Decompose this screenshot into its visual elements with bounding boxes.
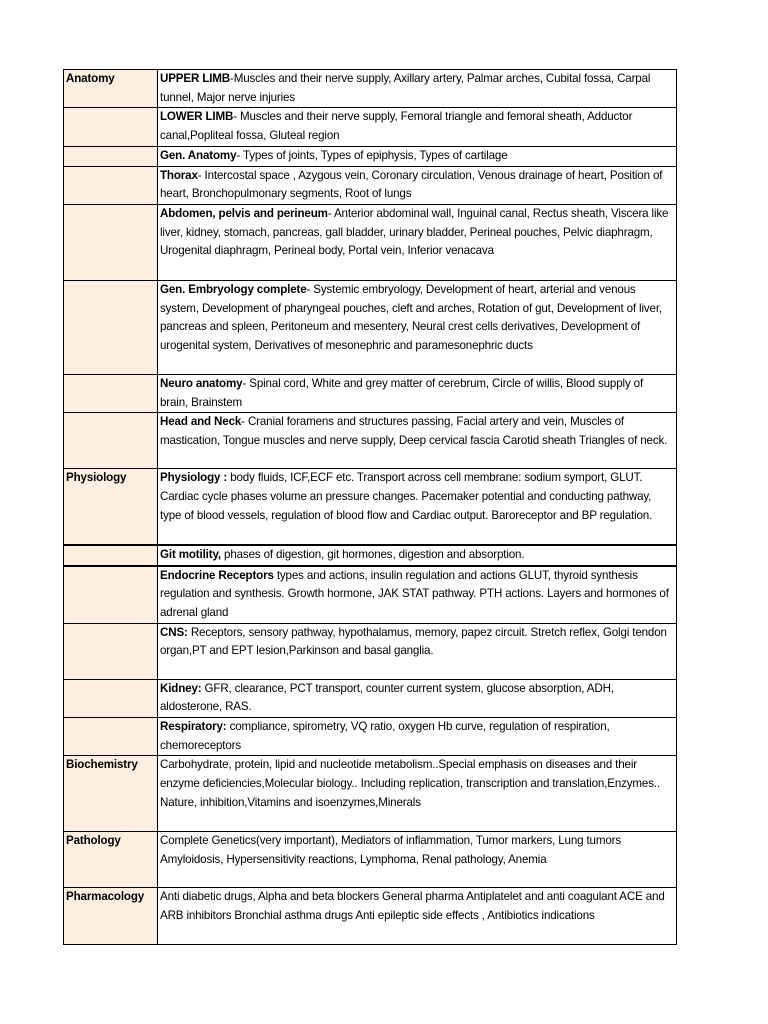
subject-cell: Physiology [64,469,158,545]
topic-heading: Head and Neck [160,415,242,429]
topic-cell [158,413,677,469]
topic-heading: Gen. Embryology complete [160,282,307,296]
table-row [64,108,677,146]
table-row [64,413,677,469]
topic-heading: Abdomen, pelvis and perineum [160,206,328,220]
topic-text: Carbohydrate, protein, lipid and nucleotide metabolism..Special emphasis on diseases and their enzyme deficiencies,Molecular biology.. Including replication, transcription and translation,Enzymes.. Nature, inhibition,Vitamins and isoenzymes,Minerals [160,758,661,809]
topic-text: - Muscles and their nerve supply, Femoral triangle and femoral sheath, Adductor canal,Popliteal fossa, Gluteal region [160,110,633,143]
table-row [64,623,677,679]
subject-cell [64,623,158,679]
topic-heading: Endocrine Receptors [160,568,274,582]
table-row [64,545,677,566]
subject-cell [64,413,158,469]
topic-text: - Types of joints, Types of epiphysis, Types of cartilage [236,148,508,162]
table-row [64,146,677,166]
table-row [64,204,677,280]
topic-cell [158,545,677,566]
topic-text: GFR, clearance, PCT transport, counter current system, glucose absorption, ADH, aldosterone, RAS. [160,681,614,714]
topic-text: - Intercostal space , Azygous vein, Coronary circulation, Venous drainage of heart, Position of heart, Bronchopulmonary segments, Root of lungs [160,168,663,201]
syllabus-table [63,69,677,945]
topic-cell [158,108,677,146]
topic-text: Complete Genetics(very important), Mediators of inflammation, Tumor markers, Lung tumors Amyloidosis, Hypersensitivity reactions, Lymphoma, Renal pathology, Anemia [160,834,622,867]
topic-cell [158,623,677,679]
subject-cell [64,566,158,624]
subject-cell [64,108,158,146]
topic-text: - Systemic embryology, Development of heart, arterial and venous system, Development of pharyngeal pouches, cleft and arches, Rotation of gut, Development of liver, pancreas and spleen, Peritoneum and mesentery, Neural crest cells derivatives, Development of urogenital system, Derivatives of mesonephric and paramesonephric ducts [160,282,663,353]
topic-text: - Anterior abdominal wall, Inguinal canal, Rectus sheath, Viscera like liver, kidney, stomach, pancreas, gall bladder, urinary bladder, Perineal pouches, Pelvic diaphragm, Urogenital diaphragm, Perineal body, Portal vein, Inferior venacava [160,206,669,258]
topic-text: body fluids, ICF,ECF etc. Transport across cell membrane: sodium symport, GLUT. Cardiac cycle phases volume an pressure changes. Pacemaker potential and conducting pathway, type of blood vessels, regulation of blood flow and Cardiac output. Baroreceptor and BP regulation. [160,471,653,522]
topic-cell [158,718,677,756]
subject-cell [64,280,158,374]
table-row [64,280,677,374]
topic-heading: Physiology : [160,471,228,485]
subject-cell [64,679,158,717]
table-row [64,756,677,832]
subject-cell: Biochemistry [64,756,158,832]
table-row [64,166,677,204]
subject-cell [64,718,158,756]
subject-cell [64,374,158,412]
topic-heading: Respiratory: [160,720,227,734]
topic-heading: Neuro anatomy [160,376,243,390]
subject-cell [64,545,158,566]
topic-text: compliance, spirometry, VQ ratio, oxygen Hb curve, regulation of respiration, chemoreceptors [160,720,610,752]
table-row [64,566,677,624]
topic-cell [158,888,677,945]
table-row [64,718,677,756]
topic-text: - Spinal cord, White and grey matter of cerebrum, Circle of willis, Blood supply of brain, Brainstem [160,376,644,409]
topic-heading: Thorax [160,168,198,182]
table-row [64,70,677,108]
topic-cell [158,469,677,545]
table-row [64,888,677,945]
topic-heading: Git motility, [160,547,221,561]
table-row [64,469,677,545]
topic-text: phases of digestion, git hormones, digestion and absorption. [220,547,525,561]
subject-cell: Pharmacology [64,888,158,945]
topic-cell [158,566,677,624]
topic-cell [158,280,677,374]
topic-cell [158,756,677,832]
subject-cell [64,166,158,204]
topic-heading: Gen. Anatomy [160,148,237,162]
topic-cell [158,832,677,888]
topic-cell [158,70,677,108]
topic-heading: UPPER LIMB [160,72,230,85]
topic-text: types and actions, insulin regulation and actions GLUT, thyroid synthesis regulation and synthesis. Growth hormone, JAK STAT pathway. PTH actions. Layers and hormones of adrenal gland [160,568,669,619]
subject-cell [64,204,158,280]
table-row [64,374,677,412]
topic-cell [158,204,677,280]
topic-cell [158,679,677,717]
topic-text: Anti diabetic drugs, Alpha and beta blockers General pharma Antiplatelet and anti coagulant ACE and ARB inhibitors Bronchial asthma drugs Anti epileptic side effects , Antibiotics indications [160,890,665,923]
topic-cell [158,374,677,412]
topic-heading: LOWER LIMB [160,110,234,124]
subject-cell: Anatomy [64,70,158,108]
subject-cell: Pathology [64,832,158,888]
topic-text: -Muscles and their nerve supply, Axillary artery, Palmar arches, Cubital fossa, Carpal tunnel, Major nerve injuries [160,72,651,104]
table-row [64,832,677,888]
topic-text: - Cranial foramens and structures passing, Facial artery and vein, Muscles of mastication, Tongue muscles and nerve supply, Deep cervical fascia Carotid sheath Triangles of neck. [160,415,668,448]
topic-heading: Kidney: [160,681,202,695]
table-row [64,679,677,717]
topic-text: Receptors, sensory pathway, hypothalamus, memory, papez circuit. Stretch reflex, Golgi tendon organ,PT and EPT lesion,Parkinson and basal ganglia. [160,625,667,658]
topic-heading: CNS: [160,625,188,639]
topic-cell [158,146,677,166]
subject-cell [64,146,158,166]
topic-cell [158,166,677,204]
